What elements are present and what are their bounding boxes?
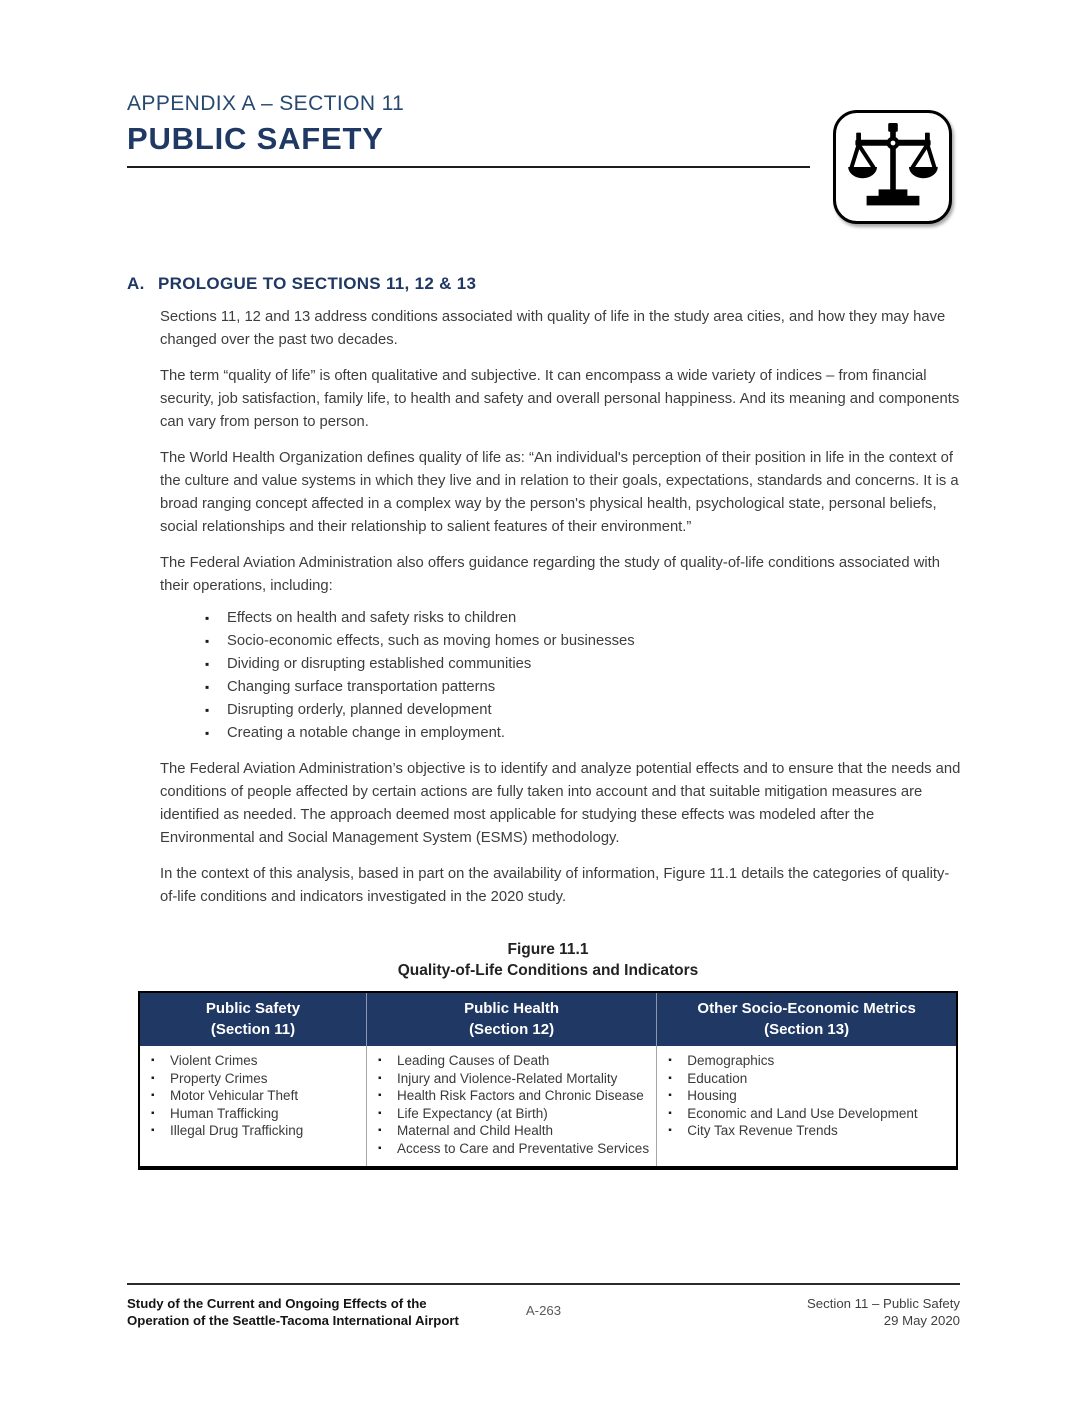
footer-right-line2: 29 May 2020 [883,1313,960,1328]
column-title: Public Safety [205,1000,301,1017]
body-paragraph: The World Health Organization defines quality of life as: “An individual's perception of their position in life in the context of the culture and value systems in which they live and in relation to their goals, expectations, standards and concerns. It is a broad ranging concept affected in a complex way by the person's physical health, psychological state, personal beliefs, social relationships and their relationship to salient features of their environment.” [160,450,959,535]
table-list-item: ▪ City Tax Revenue Trends [657,1122,950,1140]
socio-economic-indicators [657,1052,950,1140]
column-title: Public Health [464,1000,560,1017]
footer-study-title [127,1295,460,1329]
page-footer [127,1283,960,1329]
table-list-item: ▪ Human Trafficking [140,1105,360,1123]
footer-section-info [627,1295,960,1329]
column-header-public-safety [139,992,366,1046]
scales-glyph [845,119,941,215]
cell-public-safety [139,1046,366,1168]
figure-label: Figure 11.1 [507,941,589,958]
figure-11-1 [138,939,958,1170]
table-list-item: ▪ Property Crimes [140,1070,360,1088]
footer-right-line1: Section 11 – Public Safety [807,1296,960,1311]
list-item: ▪ Changing surface transportation patterns [160,676,966,699]
prologue-section [127,274,960,909]
table-list-item: ▪ Education [657,1070,950,1088]
section-heading [127,274,960,294]
table-list-item: ▪ Motor Vehicular Theft [140,1087,360,1105]
figure-title: Quality-of-Life Conditions and Indicators [397,962,699,979]
table-list-item: ▪ Access to Care and Preventative Services [367,1140,650,1158]
column-header-public-health [366,992,656,1046]
list-item: ▪ Creating a notable change in employment. [160,722,966,745]
qol-conditions-table [138,991,958,1170]
table-list-item: ▪ Maternal and Child Health [367,1122,650,1140]
section-heading-text: PROLOGUE TO SECTIONS 11, 12 & 13 [158,274,477,293]
public-safety-indicators [140,1052,360,1140]
table-list-item: ▪ Health Risk Factors and Chronic Disease [367,1087,650,1105]
list-item: ▪ Dividing or disrupting established communities [160,653,966,676]
table-list-item: ▪ Illegal Drug Trafficking [140,1122,360,1140]
title-rule [127,166,810,168]
column-header-socio-economic [657,992,957,1046]
footer-left-line2: Operation of the Seattle-Tacoma International Airport [127,1313,459,1328]
column-subtitle: (Section 12) [469,1021,555,1038]
footer-rule [127,1283,960,1285]
body-copy [160,306,966,909]
body-paragraph: The term “quality of life” is often qualitative and subjective. It can encompass a wide variety of indices – from financial security, job satisfaction, family life, to health and safety and overall personal happiness. And its meaning and components can vary from person to person. [160,368,960,430]
table-list-item: ▪ Economic and Land Use Development [657,1105,950,1123]
column-subtitle: (Section 11) [210,1021,296,1038]
body-paragraph: Sections 11, 12 and 13 address conditions associated with quality of life in the study area cities, and how they may have changed over the past two decades. [160,309,946,348]
table-list-item: ▪ Housing [657,1087,950,1105]
list-item: ▪ Disrupting orderly, planned development [160,699,966,722]
cell-public-health [366,1046,656,1168]
table-list-item: ▪ Violent Crimes [140,1052,360,1070]
figure-caption [138,939,958,981]
list-item: ▪ Effects on health and safety risks to children [160,607,966,630]
scales-of-justice-icon [833,110,952,224]
table-list-item: ▪ Leading Causes of Death [367,1052,650,1070]
page-number: A-263 [525,1303,562,1318]
column-title: Other Socio-Economic Metrics [697,1000,916,1017]
footer-row [127,1295,960,1329]
page-title: PUBLIC SAFETY [127,121,384,156]
body-paragraph: In the context of this analysis, based in part on the availability of information, Figure 11.1 details the categories of quality-of-life conditions and indicators investigated in the 2020 study. [160,866,950,905]
table-body-row [139,1046,957,1168]
body-paragraph: The Federal Aviation Administration’s objective is to identify and analyze potential effects and to ensure that the needs and conditions of people affected by certain actions are fully taken into account and that suitable mitigation measures are identified as needed. The approach deemed most applicable for studying these effects was modeled after the Environmental and Social Management System (ESMS) methodology. [160,761,961,846]
appendix-eyebrow: APPENDIX A – SECTION 11 [127,92,405,115]
cell-socio-economic [657,1046,957,1168]
table-list-item: ▪ Demographics [657,1052,950,1070]
table-header-row [139,992,957,1046]
body-paragraph: The Federal Aviation Administration also offers guidance regarding the study of quality-of-life conditions associated with their operations, including: [160,555,941,594]
list-item: ▪ Socio-economic effects, such as moving homes or businesses [160,630,966,653]
table-list-item: ▪ Life Expectancy (at Birth) [367,1105,650,1123]
masthead [127,92,810,168]
table-list-item: ▪ Injury and Violence-Related Mortality [367,1070,650,1088]
faa-guidance-list [160,607,966,745]
footer-left-line1: Study of the Current and Ongoing Effects of the [127,1296,427,1311]
public-health-indicators [367,1052,650,1157]
column-subtitle: (Section 13) [764,1021,850,1038]
section-label: A. [127,274,145,293]
